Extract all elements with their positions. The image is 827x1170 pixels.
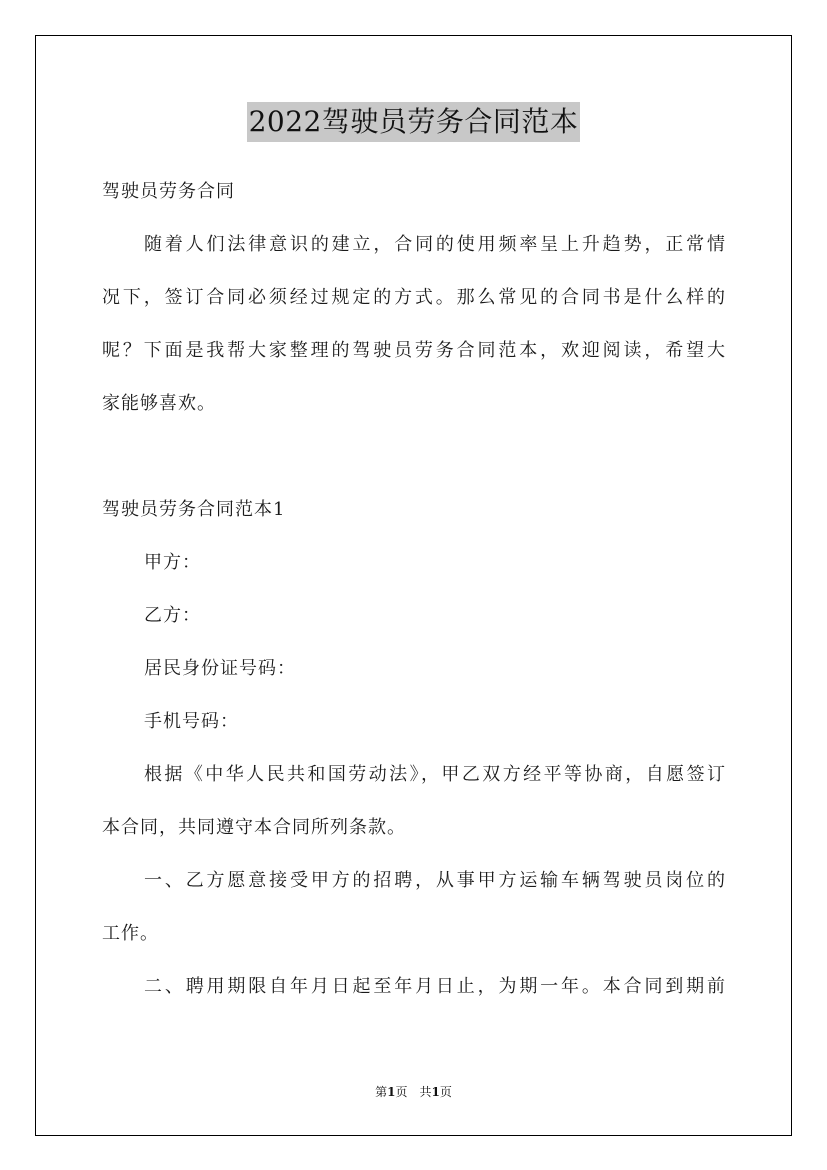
page-suffix: 页 <box>439 1085 452 1099</box>
document-body <box>102 165 726 1013</box>
clause-2-line-1: 二、聘用期限自年月日起至年月日止，为期一年。本合同到期前 <box>144 976 726 997</box>
party-b-field: 乙方： <box>144 605 201 626</box>
contract-subtitle: 驾驶员劳务合同 <box>102 181 235 202</box>
party-a-field: 甲方： <box>144 552 201 573</box>
page-mid: 页 共 <box>395 1085 432 1099</box>
document-title: 2022驾驶员劳务合同范本 <box>247 102 581 142</box>
clause-intro-line-2: 本合同，共同遵守本合同所列条款。 <box>102 817 406 838</box>
clause-1-line-1: 一、乙方愿意接受甲方的招聘，从事甲方运输车辆驾驶员岗位的 <box>144 870 726 891</box>
page-footer <box>0 1084 827 1100</box>
intro-line-3: 呢？下面是我帮大家整理的驾驶员劳务合同范本，欢迎阅读，希望大 <box>102 340 726 361</box>
page-current: 1 <box>387 1085 396 1099</box>
page-total: 1 <box>431 1085 440 1099</box>
intro-line-1: 随着人们法律意识的建立，合同的使用频率呈上升趋势，正常情 <box>144 234 726 255</box>
clause-intro-line-1: 根据《中华人民共和国劳动法》，甲乙双方经平等协商，自愿签订 <box>144 764 726 785</box>
title-container <box>0 102 827 142</box>
clause-1-line-2: 工作。 <box>102 923 159 944</box>
phone-field: 手机号码： <box>144 711 239 732</box>
page-prefix: 第 <box>375 1085 388 1099</box>
section-heading: 驾驶员劳务合同范本1 <box>102 499 286 520</box>
intro-line-4: 家能够喜欢。 <box>102 393 216 414</box>
id-number-field: 居民身份证号码： <box>144 658 296 679</box>
intro-line-2: 况下，签订合同必须经过规定的方式。那么常见的合同书是什么样的 <box>102 287 726 308</box>
spacer <box>102 430 726 483</box>
